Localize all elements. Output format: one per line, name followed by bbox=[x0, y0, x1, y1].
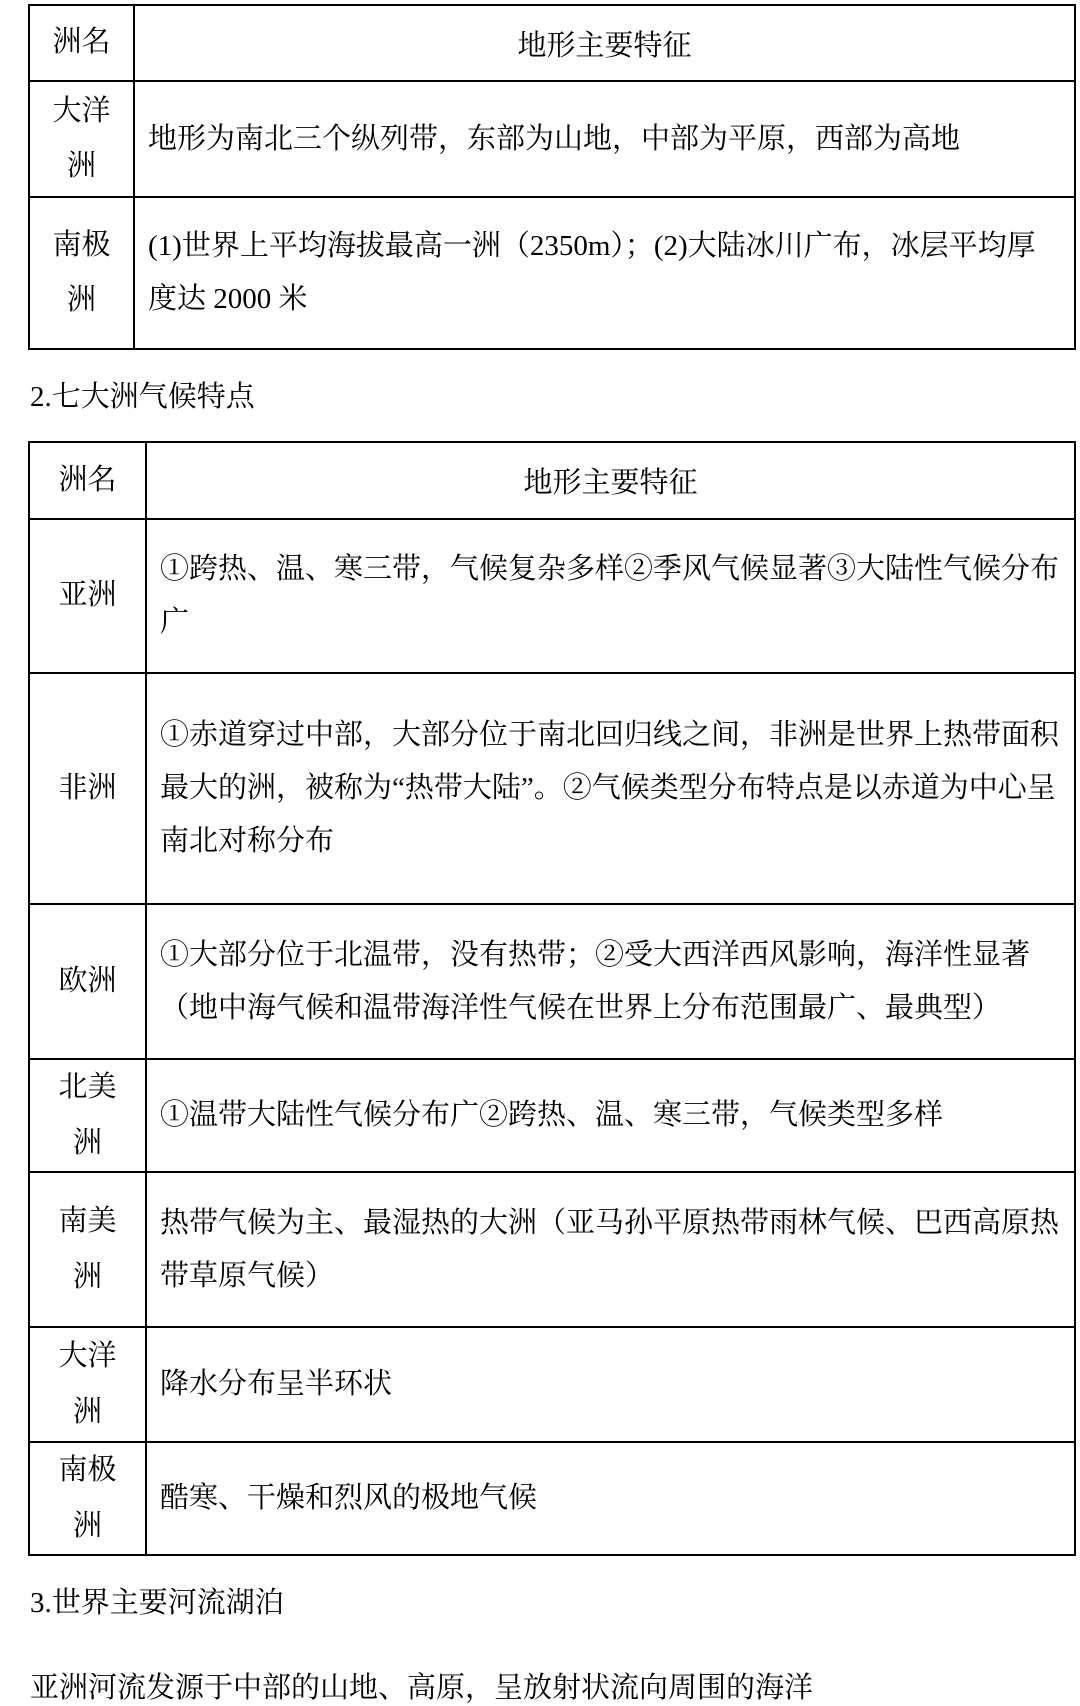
continent-feature: ①大部分位于北温带，没有热带；②受大西洋西风影响，海洋性显著（地中海气候和温带海洋性气候在世界上分布范围最广、最典型） bbox=[146, 904, 1075, 1059]
continent-feature: 酷寒、干燥和烈风的极地气候 bbox=[146, 1442, 1075, 1555]
table2-header-feature: 地形主要特征 bbox=[146, 442, 1075, 519]
table-row bbox=[29, 519, 1075, 673]
table-row bbox=[29, 904, 1075, 1059]
table-row bbox=[29, 1442, 1075, 1555]
landform-table bbox=[28, 4, 1076, 350]
continent-name: 北美洲 bbox=[29, 1059, 146, 1172]
table1-header-continent: 洲名 bbox=[29, 5, 134, 81]
continent-feature: ①赤道穿过中部，大部分位于南北回归线之间，非洲是世界上热带面积最大的洲，被称为“热带大陆”。②气候类型分布特点是以赤道为中心呈南北对称分布 bbox=[146, 673, 1075, 904]
continent-name: 南极洲 bbox=[29, 1442, 146, 1555]
continent-name: 南美洲 bbox=[29, 1172, 146, 1327]
table-row bbox=[29, 1059, 1075, 1172]
continent-name: 大洋洲 bbox=[29, 81, 134, 197]
continent-feature: 热带气候为主、最湿热的大洲（亚马孙平原热带雨林气候、巴西高原热带草原气候） bbox=[146, 1172, 1075, 1327]
continent-feature: (1)世界上平均海拔最高一洲（2350m）；(2)大陆冰川广布，冰层平均厚度达 2000 米 bbox=[134, 197, 1075, 349]
continent-name: 非洲 bbox=[29, 673, 146, 904]
table-row bbox=[29, 1327, 1075, 1442]
section2-heading: 2.七大洲气候特点 bbox=[30, 381, 255, 413]
table-row bbox=[29, 673, 1075, 904]
table-row bbox=[29, 81, 1075, 197]
table-row bbox=[29, 197, 1075, 349]
climate-table bbox=[28, 441, 1076, 1556]
table-header-row bbox=[29, 442, 1075, 519]
section3-heading: 3.世界主要河流湖泊 bbox=[30, 1587, 284, 1619]
table1-header-feature: 地形主要特征 bbox=[134, 5, 1075, 81]
table-header-row bbox=[29, 5, 1075, 81]
section3-paragraph: 亚洲河流发源于中部的山地、高原，呈放射状流向周围的海洋 bbox=[30, 1672, 814, 1704]
continent-feature: ①温带大陆性气候分布广②跨热、温、寒三带，气候类型多样 bbox=[146, 1059, 1075, 1172]
continent-feature: 地形为南北三个纵列带，东部为山地，中部为平原，西部为高地 bbox=[134, 81, 1075, 197]
continent-name: 亚洲 bbox=[29, 519, 146, 673]
continent-name: 欧洲 bbox=[29, 904, 146, 1059]
continent-feature: 降水分布呈半环状 bbox=[146, 1327, 1075, 1442]
table2-header-continent: 洲名 bbox=[29, 442, 146, 519]
continent-feature: ①跨热、温、寒三带，气候复杂多样②季风气候显著③大陆性气候分布广 bbox=[146, 519, 1075, 673]
table-row bbox=[29, 1172, 1075, 1327]
continent-name: 南极洲 bbox=[29, 197, 134, 349]
continent-name: 大洋洲 bbox=[29, 1327, 146, 1442]
